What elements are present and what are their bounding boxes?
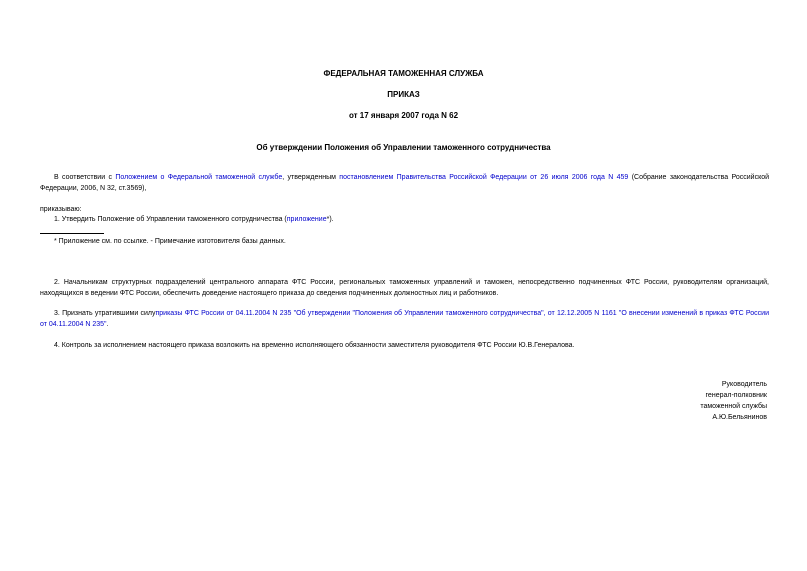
item-1-paragraph xyxy=(40,214,769,225)
item-3-text-2: . xyxy=(106,321,109,328)
signature-rank: генерал-полковник xyxy=(705,392,767,399)
preamble-text-1: В соответствии с xyxy=(54,174,116,181)
agency-heading: ФЕДЕРАЛЬНАЯ ТАМОЖЕННАЯ СЛУЖБА xyxy=(323,69,484,78)
item-1-text-2: *). xyxy=(326,216,334,223)
document-title: Об утверждении Положения об Управлении таможенного сотрудничества xyxy=(256,143,551,152)
item-3-text-1: 3. Признать утратившими силу xyxy=(54,310,156,317)
footnote-divider xyxy=(40,233,104,234)
signature-position: Руководитель xyxy=(721,381,767,388)
order-word: приказываю: xyxy=(40,206,82,213)
signature-block xyxy=(567,379,767,423)
appendix-link[interactable]: приложение xyxy=(286,216,327,223)
signature-service: таможенной службы xyxy=(700,403,767,410)
footnote: * Приложение см. по ссылке. - Примечание изготовителя базы данных. xyxy=(54,238,286,245)
preamble-text-2: , утвержденным xyxy=(282,174,340,181)
signature-name: А.Ю.Бельянинов xyxy=(712,414,767,421)
item-3-paragraph xyxy=(40,308,769,330)
repealed-orders-link[interactable]: приказы ФТС России от 04.11.2004 N 235 "Об утверждении "Положения об Управлении таможенного сотрудничества", от 12.12.2005 N 1161 "О внесении изменений в приказ ФТС России от 04.11.2004 N 235" xyxy=(40,310,769,328)
item-1-text-1: 1. Утвердить Положение об Управлении таможенного сотрудничества ( xyxy=(54,216,287,223)
government-decree-link[interactable]: постановлением Правительства Российской Федерации от 26 июля 2006 года N 459 xyxy=(339,174,629,181)
preamble-paragraph xyxy=(40,172,769,194)
fts-regulation-link[interactable]: Положением о Федеральной таможенной службе xyxy=(115,174,283,181)
item-4-paragraph: 4. Контроль за исполнением настоящего приказа возложить на временно исполняющего обязанности заместителя руководителя ФТС России Ю.В.Генералова. xyxy=(54,342,575,349)
preamble-text-3: (Собрание законодательства Российской Федерации, 2006, N 32, ст.3569), xyxy=(40,174,770,192)
doc-type-heading: ПРИКАЗ xyxy=(387,90,420,99)
item-2-paragraph: 2. Начальникам структурных подразделений центрального аппарата ФТС России, региональных таможенных управлений и таможен, непосредственно подчиненных ФТС России, руководителям организаций, находящихся в ведении ФТС России, обеспечить доведение настоящего приказа до сведения подчиненных должностных лиц и работников. xyxy=(40,279,769,297)
date-number-heading: от 17 января 2007 года N 62 xyxy=(348,111,459,120)
